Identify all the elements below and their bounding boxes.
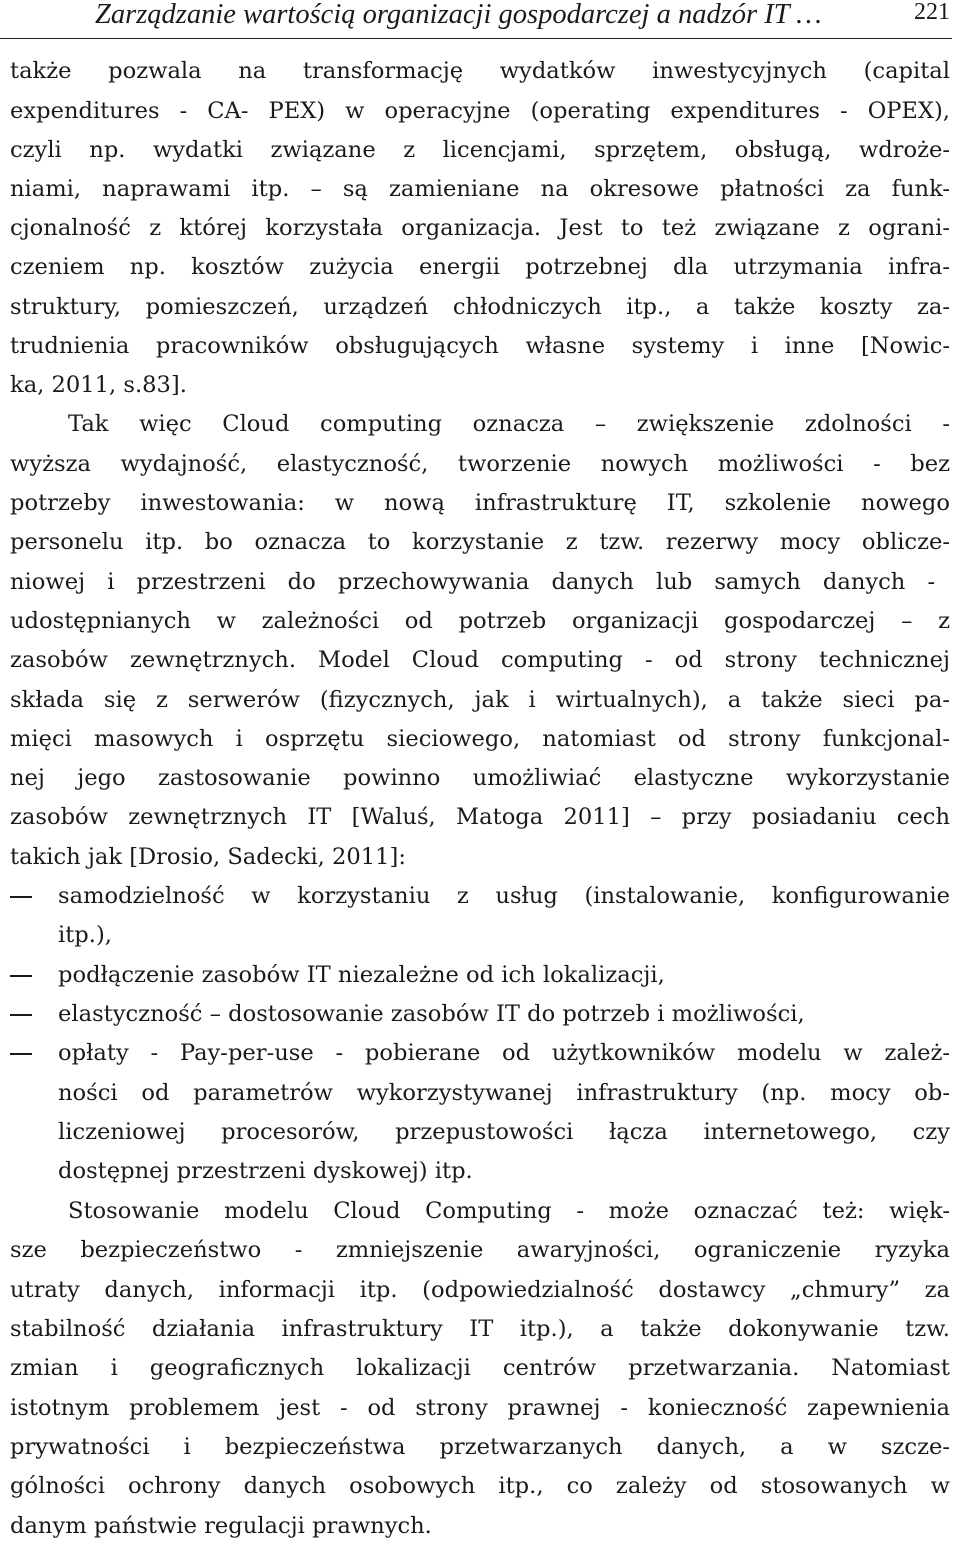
- text-line: wyższa wydajność, elastyczność, tworzenie nowych możliwości - bez: [10, 451, 950, 477]
- text-line: zasobów zewnętrznych. Model Cloud computing - od strony technicznej: [10, 647, 950, 673]
- text-line: istotnym problemem jest - od strony prawnej - konieczność zapewnienia: [10, 1395, 950, 1421]
- text-line: ka, 2011, s.83].: [10, 372, 187, 398]
- text-line: itp.),: [58, 922, 112, 948]
- text-line: danym państwie regulacji prawnych.: [10, 1513, 432, 1539]
- running-header: [0, 0, 952, 39]
- text-line: czyli np. wydatki związane z licencjami, sprzętem, obsługą, wdroże-: [10, 137, 950, 163]
- text-line: niowej i przestrzeni do przechowywania danych lub samych danych -: [10, 569, 936, 595]
- text-line: potrzeby inwestowania: w nową infrastrukturę IT, szkolenie nowego: [10, 490, 950, 516]
- list-dash-marker: [10, 1053, 32, 1055]
- text-line: expenditures - CA- PEX) w operacyjne (operating expenditures - OPEX),: [10, 98, 950, 124]
- page-number: 221: [914, 0, 950, 25]
- list-dash-marker: [10, 1014, 32, 1016]
- text-line: takich jak [Drosio, Sadecki, 2011]:: [10, 844, 406, 870]
- list-dash-marker: [10, 975, 32, 977]
- text-line: personelu itp. bo oznacza to korzystanie z tzw. rezerwy mocy oblicze-: [10, 529, 950, 555]
- text-line: sze bezpieczeństwo - zmniejszenie awaryjności, ograniczenie ryzyka: [10, 1237, 950, 1263]
- text-line: mięci masowych i osprzętu sieciowego, natomiast od strony funkcjonal-: [10, 726, 950, 752]
- text-line: dostępnej przestrzeni dyskowej) itp.: [58, 1158, 473, 1184]
- text-line: czeniem np. kosztów zużycia energii potrzebnej dla utrzymania infra-: [10, 254, 950, 280]
- text-line: trudnienia pracowników obsługujących własne systemy i inne [Nowic-: [10, 333, 950, 359]
- text-line: ności od parametrów wykorzystywanej infrastruktury (np. mocy ob-: [58, 1080, 950, 1106]
- text-line: liczeniowej procesorów, przepustowości łącza internetowego, czy: [58, 1119, 950, 1145]
- text-line: nej jego zastosowanie powinno umożliwiać elastyczne wykorzystanie: [10, 765, 950, 791]
- text-line: struktury, pomieszczeń, urządzeń chłodniczych itp., a także koszty za-: [10, 294, 950, 320]
- text-line: gólności ochrony danych osobowych itp., co zależy od stosowanych w: [10, 1473, 950, 1499]
- text-line: składa się z serwerów (fizycznych, jak i wirtualnych), a także sieci pa-: [10, 687, 950, 713]
- text-line: także pozwala na transformację wydatków inwestycyjnych (capital: [10, 58, 950, 84]
- text-line: zasobów zewnętrznych IT [Waluś, Matoga 2011] – przy posiadaniu cech: [10, 804, 950, 830]
- text-line: udostępnianych w zależności od potrzeb organizacji gospodarczej – z: [10, 608, 950, 634]
- running-title: Zarządzanie wartością organizacji gospodarczej a nadzór IT …: [95, 0, 822, 30]
- text-line: elastyczność – dostosowanie zasobów IT do potrzeb i możliwości,: [58, 1001, 805, 1027]
- text-line: utraty danych, informacji itp. (odpowiedzialność dostawcy „chmury” za: [10, 1277, 950, 1303]
- text-line: zmian i geograficznych lokalizacji centrów przetwarzania. Natomiast: [10, 1355, 950, 1381]
- text-line: Tak więc Cloud computing oznacza – zwiększenie zdolności -: [68, 411, 950, 437]
- text-line: opłaty - Pay-per-use - pobierane od użytkowników modelu w zależ-: [58, 1040, 950, 1066]
- text-line: stabilność działania infrastruktury IT itp.), a także dokonywanie tzw.: [10, 1316, 950, 1342]
- text-line: cjonalność z której korzystała organizacja. Jest to też związane z ograni-: [10, 215, 950, 241]
- text-line: prywatności i bezpieczeństwa przetwarzanych danych, a w szcze-: [10, 1434, 950, 1460]
- text-line: samodzielność w korzystaniu z usług (instalowanie, konfigurowanie: [58, 883, 950, 909]
- text-line: niami, naprawami itp. – są zamieniane na okresowe płatności za funk-: [10, 176, 950, 202]
- list-dash-marker: [10, 896, 32, 898]
- text-line: podłączenie zasobów IT niezależne od ich lokalizacji,: [58, 962, 665, 988]
- text-line: Stosowanie modelu Cloud Computing - może oznaczać też: więk-: [68, 1198, 950, 1224]
